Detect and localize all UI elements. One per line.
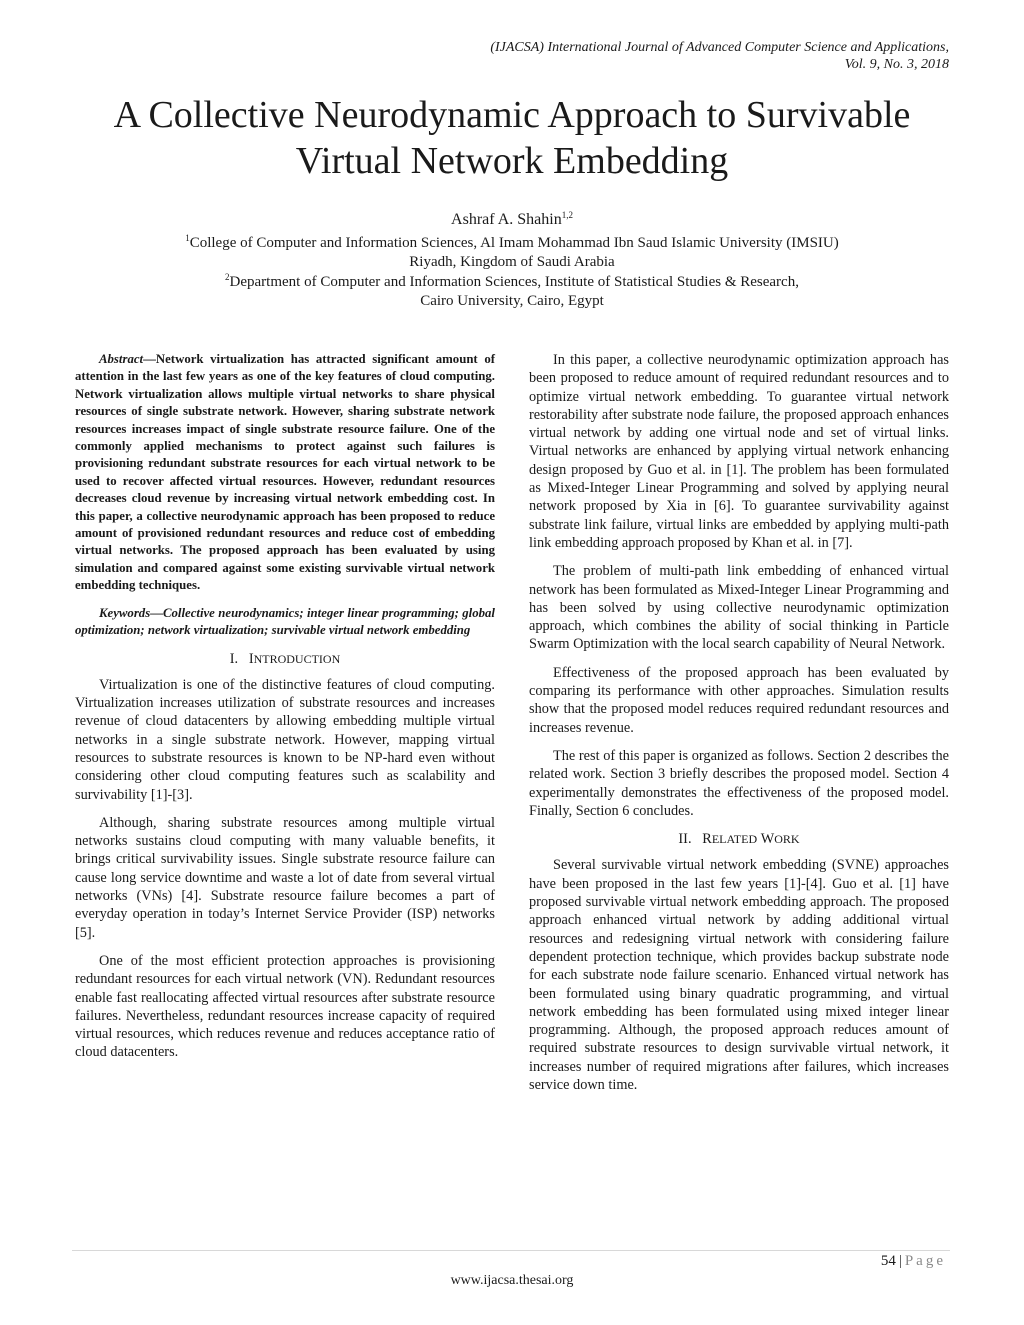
author-block (60, 210, 964, 312)
author-superscript: 1,2 (561, 210, 573, 220)
footer-divider (72, 1250, 950, 1251)
paragraph: Although, sharing substrate resources among multiple virtual networks sustains cloud computing with many valuable benefits, it brings critical survivability issues. Single substrate resource failure can cause long service downtime and waste a lot of date from several virtual networks (VNs) [4]. Substrate resource failure becomes a part of everyday operation in today’s Internet Service Provider (ISP) networks [5]. (75, 814, 495, 941)
paragraph: One of the most efficient protection approaches is provisioning redundant resources for each virtual network (VN). Redundant resources enable fast reallocating affected virtual resources after substrate resource failures. Nevertheless, redundant resources increase capacity of required virtual resources, which reduces revenue and reduces acceptance ratio of cloud datacenters. (75, 952, 495, 1061)
author-name: Ashraf A. Shahin (451, 211, 562, 228)
author-name-line (60, 210, 964, 230)
section-heading-related-work (529, 830, 949, 848)
affiliation-2-text: Department of Computer and Information Sciences, Institute of Statistical Studies & Research, (229, 273, 799, 290)
abstract-text: Network virtualization has attracted significant amount of attention in the last few years as one of the key features of cloud computing. Network virtualization allows multiple virtual networks to share physical resources of single substrate network. However, sharing substrate network resources increases impact of single substrate resource failure. One of the commonly applied mechanisms to protect against such failures is provisioning redundant substrate resources for each virtual network to be used to recover affected virtual resources. However, redundant resources decreases cloud revenue by increasing virtual network embedding cost. In this paper, a collective neurodynamic approach has been proposed to reduce amount of provisioned redundant resources and reduce cost of embedding virtual networks. The proposed approach has been evaluated by using simulation and compared against some existing survivable virtual network embedding techniques. (75, 352, 495, 593)
page-number (881, 1253, 946, 1270)
affiliation-1-superscript: 1 (185, 232, 190, 243)
affiliation-2-superscript: 2 (225, 271, 230, 282)
right-column (529, 351, 949, 1104)
section-title-initial: R (702, 831, 712, 848)
affiliation-1 (60, 234, 964, 254)
section-heading-introduction (75, 650, 495, 668)
journal-name: (IJACSA) International Journal of Advanced Computer Science and Applications, (490, 40, 949, 55)
left-column (75, 351, 495, 1072)
page-number-separator: | (898, 1253, 902, 1269)
section-numeral: II. (678, 831, 692, 848)
section-title-rest: NTRODUCTION (253, 651, 341, 666)
paragraph: Effectiveness of the proposed approach has been evaluated by comparing its performance with other approaches. Simulation results show that the proposed model reduces required redundant resources and increases revenue. (529, 664, 949, 736)
section-title-rest: ELATED (711, 832, 758, 847)
footer-website: www.ijacsa.thesai.org (450, 1273, 574, 1288)
paragraph: Virtualization is one of the distinctive features of cloud computing. Virtualization increases utilization of substrate resources and increases revenue of cloud datacenters by allowing embedding multiple virtual networks in a single substrate network. However, mapping virtual resources to substrate resources is known to be NP-hard even without considering other cloud computing features such as scalability and survivability [1]-[3]. (75, 676, 495, 803)
abstract-label: Abstract (99, 352, 144, 366)
title-line-2: Virtual Network Embedding (295, 140, 729, 182)
affiliation-1-location: Riyadh, Kingdom of Saudi Arabia (409, 254, 615, 270)
paragraph: In this paper, a collective neurodynamic optimization approach has been proposed to reduce amount of required redundant resources and to optimize virtual network embedding. To guarantee virtual network restorability after substrate node failure, the proposed approach enhances virtual network by adding one virtual node and set of virtual links. Virtual networks are enhanced by applying virtual network enhancing design proposed by Guo et al. in [1]. The problem has been formulated as Mixed-Integer Linear Programming and solved by applying neural network proposed by Xia in [6]. To guarantee survivability against substrate link failure, virtual links are embedded by applying multi-path link embedding approach proposed by Khan et al. in [7]. (529, 352, 949, 551)
affiliation-1-text: College of Computer and Information Sciences, Al Imam Mohammad Ibn Saud Islamic University (IMSIU) (189, 234, 839, 251)
paragraph: The rest of this paper is organized as follows. Section 2 describes the related work. Section 3 briefly describes the proposed model. Section 4 experimentally demonstrates the effectiveness of the proposed model. Finally, Section 6 concludes. (529, 747, 949, 819)
paragraph: The problem of multi-path link embedding of enhanced virtual network has been formulated as Mixed-Integer Linear Programming and has been solved by using collective neurodynamic optimization approach, which combines the ability of social thinking in Particle Swarm Optimization with the local search capability of Neural Network. (529, 563, 949, 653)
section-title-initial: W (760, 831, 775, 848)
section-numeral: I. (229, 650, 239, 667)
section-title-initial: I (248, 650, 254, 667)
page-label: Page (904, 1253, 946, 1269)
journal-header (249, 39, 949, 73)
keywords: Keywords—Collective neurodynamics; integer linear programming; global optimization; network virtualization; survivable virtual network embedding (75, 605, 495, 638)
journal-volume: Vol. 9, No. 3, 2018 (844, 57, 949, 72)
paper-title (60, 92, 964, 184)
page-number-value: 54 (880, 1253, 896, 1269)
title-line-1: A Collective Neurodynamic Approach to Survivable (113, 94, 911, 136)
abstract (75, 351, 495, 595)
paragraph: Several survivable virtual network embedding (SVNE) approaches have been proposed in the last few years [1]-[4]. Guo et al. [1] have proposed survivable virtual network embedding approach. The proposed approach enhanced virtual network by adding additional virtual resources and redesigning virtual network with considering failure dependent protection technique, which provides backup substrate node for each substrate node failure scenario. Enhanced virtual network has been formulated using binary quadratic programming, and virtual network embedding has been formulated using mixed integer linear programming. Although, the proposed approach reduces amount of required substrate resources to design survivable virtual network, it increases number of required migrations after failures, which increases service down time. (529, 857, 949, 1093)
affiliation-2-location: Cairo University, Cairo, Egypt (420, 293, 604, 309)
section-title-rest: ORK (774, 832, 800, 847)
abstract-dash: — (143, 352, 156, 366)
affiliation-2 (60, 273, 964, 293)
